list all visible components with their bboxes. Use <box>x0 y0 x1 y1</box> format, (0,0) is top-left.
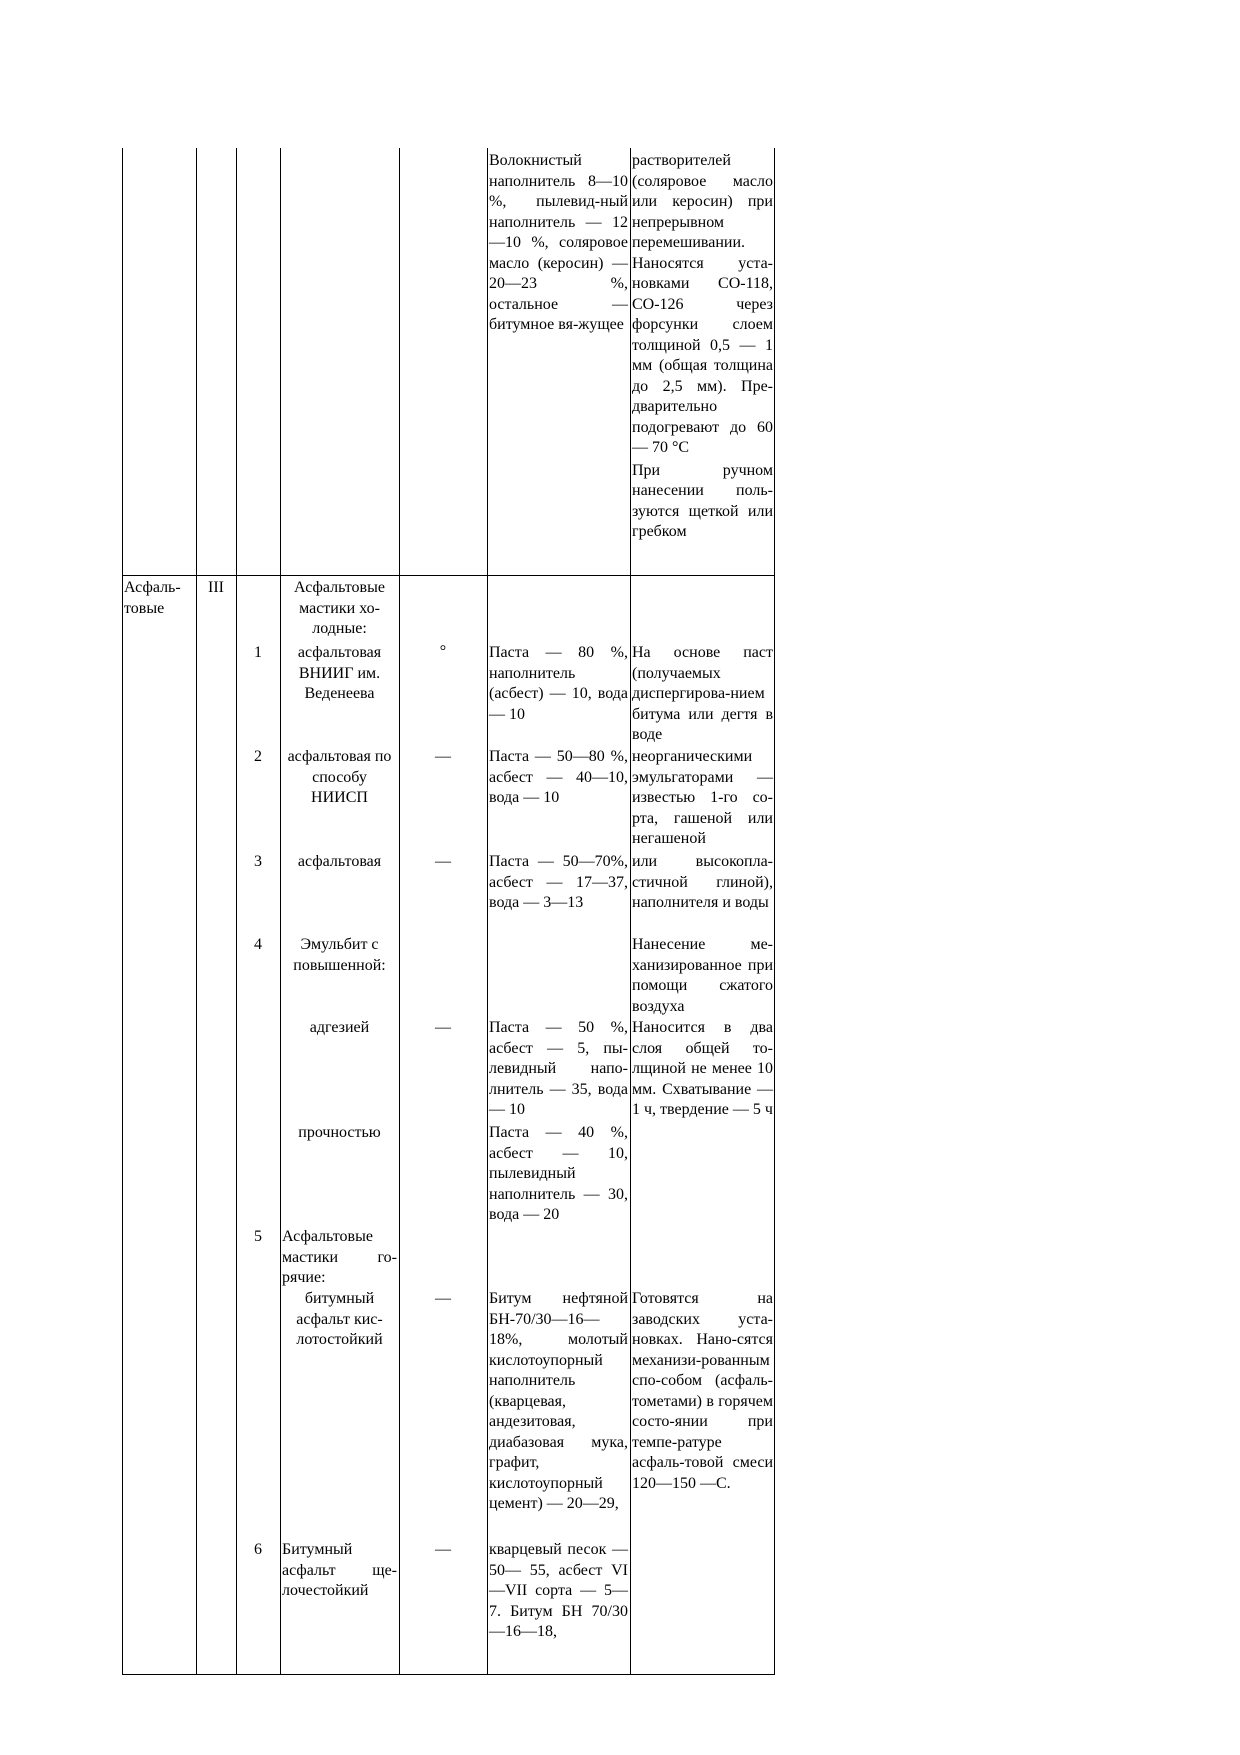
row-6-mark: — <box>435 1541 451 1558</box>
row-5-composition: Битум нефтяной БН-70/30—16—18%, молотый кислотоупорный наполнитель (кварцевая, андезитовая, диабазовая мука, графит, кислотоупорный цемент) — 20—29, <box>489 1290 628 1512</box>
hot-mastics-header: Асфальтовые мастики го-рячие: <box>282 1228 397 1286</box>
row-1-mark: ° <box>439 643 447 660</box>
row-5-number: 5 <box>254 1228 262 1245</box>
row-4a-composition: Паста — 50 %, асбест — 5, пы-левидный напо-лнитель — 35, вода — 10 <box>489 1019 628 1118</box>
row-1-name: асфальтовая ВНИИГ им. Веденеева <box>297 644 382 702</box>
table-divider-1 <box>196 148 197 1675</box>
row-4-name: Эмульбит с повышенной: <box>293 936 386 974</box>
table-border-bottom <box>122 1674 775 1675</box>
row-4a-mark: — <box>435 1019 451 1036</box>
row-4-method: Нанесение ме-ханизированное при помощи сжатого воздуха <box>632 936 773 1015</box>
row-4b-composition: Паста — 40 %, асбест — 10, пылевидный наполнитель — 30, вода — 20 <box>489 1124 628 1223</box>
row-5-method: Готовятся на заводских уста-новках. Нано-сятся механизи-рованным спо-собом (асфаль-тометами) в горячем состо-янии при темпе-ратуре асфаль-товой смеси 120—150 —С. <box>632 1290 773 1492</box>
table-row-separator <box>122 575 775 576</box>
row-2-mark: — <box>435 748 451 765</box>
row-6-name: Битумный асфальт ще-лочестойкий <box>282 1541 397 1599</box>
row-6-number: 6 <box>254 1541 262 1558</box>
row-4a-method: Наносится в два слоя общей то-лщиной не менее 10 мм. Схватывание — 1 ч, твердение — 5 ч <box>632 1019 773 1118</box>
table-divider-6 <box>630 148 631 1675</box>
row-5-name: битумный асфальт кис-лотостойкий <box>296 1290 383 1348</box>
row-3-composition: Паста — 50—70%, асбест — 17—37, вода — 3—13 <box>489 853 628 911</box>
row-4-number: 4 <box>254 936 262 953</box>
row-2-number: 2 <box>254 748 262 765</box>
table-divider-4 <box>399 148 400 1675</box>
row-4a-name: адгезией <box>309 1019 370 1036</box>
row-1-composition: Паста — 80 %, наполнитель (асбест) — 10, вода — 10 <box>489 644 628 723</box>
table-divider-2 <box>236 148 237 1675</box>
row-6-composition: кварцевый песок — 50— 55, асбест VI—VII сорта — 5—7. Битум БН 70/30—16—18, <box>489 1541 628 1640</box>
table-divider-5 <box>487 148 488 1675</box>
row-4b-name: прочностью <box>298 1124 381 1141</box>
table-border-right <box>774 148 775 1675</box>
top-method-text-a: растворителей (соляровое масло или керосин) при непрерывном перемешивании. Наносятся уста-новками СО-118, СО-126 через форсунки слоем толщиной 0,5 — 1 мм (общая толщина до 2,5 мм). Пре-дварительно подогревают до 60— 70 °С <box>632 152 773 456</box>
top-method-text-b: При ручном нанесении поль-зуются щеткой или гребком <box>632 461 773 540</box>
group-name: Асфаль-товые <box>124 579 181 617</box>
row-3-method: или высокопла-стичной глиной), наполнителя и воды <box>632 853 773 911</box>
table-border-left <box>122 148 123 1675</box>
row-2-name: асфальтовая по способу НИИСП <box>287 748 392 806</box>
top-composition-cell <box>489 151 628 336</box>
cold-mastics-header: Асфальтовые мастики хо-лодные: <box>294 579 385 637</box>
row-3-name: асфальтовая <box>297 853 382 870</box>
row-5-mark: — <box>435 1290 451 1307</box>
top-method-cell <box>632 151 773 543</box>
row-3-number: 3 <box>254 853 262 870</box>
top-composition-text: Волокнистый наполнитель 8—10 %, пылевид-ный наполнитель — 12—10 %, соляровое масло (керосин) — 20—23 %, остальное — битумное вя-жущее <box>489 152 628 333</box>
row-3-mark: — <box>435 853 451 870</box>
group-class: III <box>208 579 224 596</box>
row-2-composition: Паста — 50—80 %, асбест — 40—10, вода — 10 <box>489 748 628 806</box>
row-1-number: 1 <box>254 644 262 661</box>
row-1-method: На основе паст (получаемых диспергирова-нием битума или дегтя в воде <box>632 644 773 743</box>
row-2-method: неорганическими эмульгаторами — известью 1-го со-рта, гашеной или негашеной <box>632 748 773 847</box>
table-divider-3 <box>280 148 281 1675</box>
